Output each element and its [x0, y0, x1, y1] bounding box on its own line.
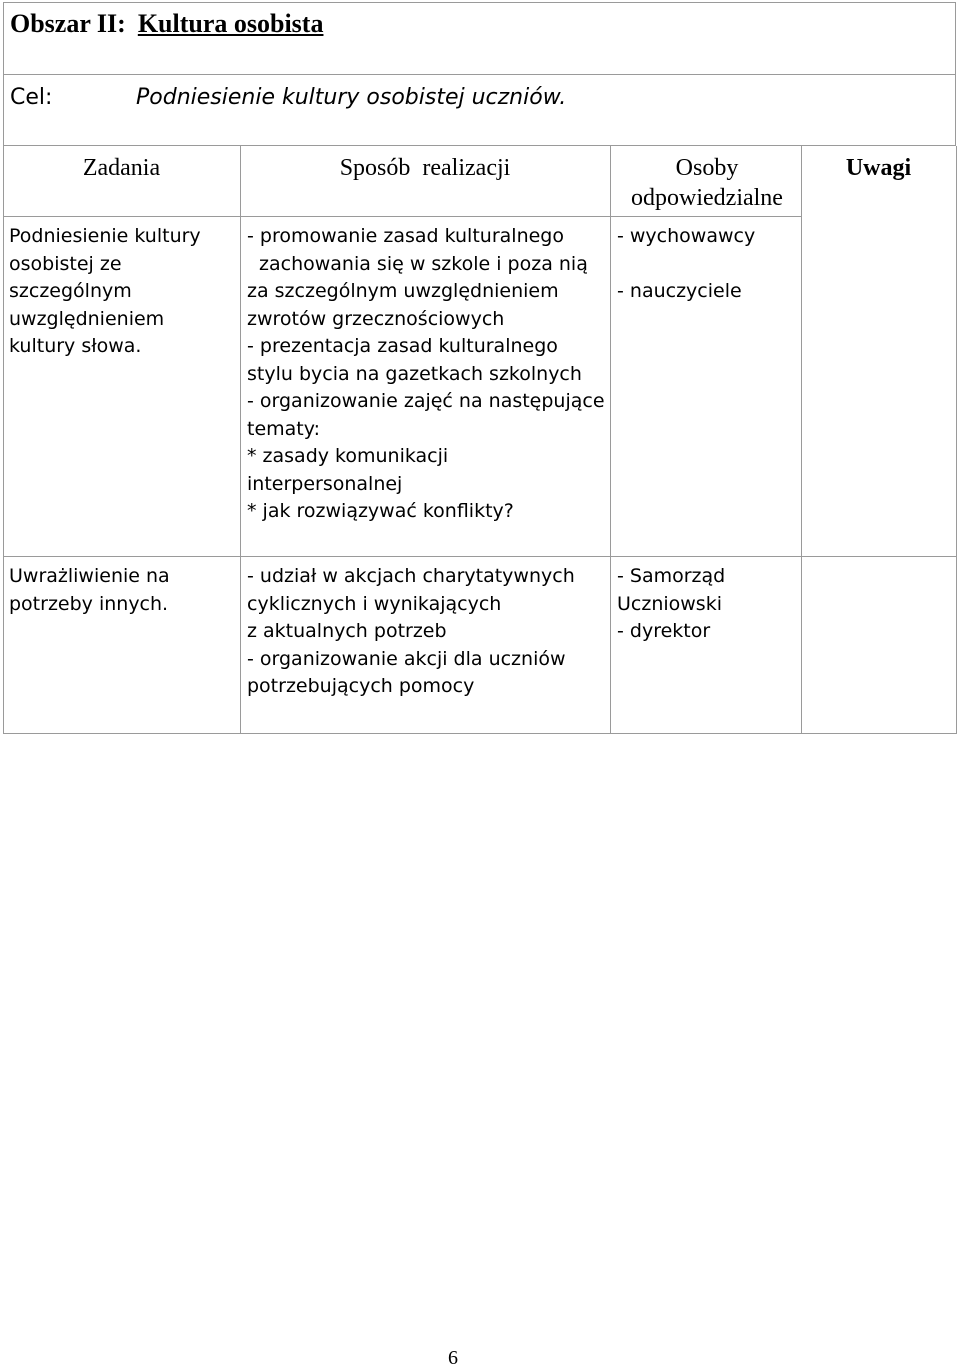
method-line: - organizowanie zajęć na następujące	[247, 390, 605, 412]
responsible-line: - dyrektor	[617, 620, 711, 642]
method-line: interpersonalnej	[247, 472, 403, 495]
method-line: - promowanie zasad kulturalnego	[247, 225, 564, 247]
task-line: Podniesienie kultury	[9, 225, 201, 247]
task-line: Uwrażliwienie na	[9, 565, 170, 587]
header-row-divider	[3, 216, 801, 217]
responsible-line: Uczniowski	[617, 592, 722, 615]
area-label: Obszar II:	[10, 9, 126, 38]
method-cell	[247, 563, 575, 701]
page-number: 6	[448, 1347, 458, 1369]
task-line: szczególnym	[9, 280, 132, 302]
task-line: potrzeby innych.	[9, 592, 169, 615]
column-header-method: Sposób realizacji	[339, 155, 511, 181]
column-divider	[610, 146, 611, 734]
method-line: - udział w akcjach charytatywnych	[247, 565, 575, 587]
method-line: za szczególnym uwzględnieniem	[247, 280, 559, 302]
task-cell	[9, 223, 201, 361]
table-left-border	[3, 146, 4, 734]
area-title	[10, 8, 323, 40]
table-bottom-border	[3, 733, 957, 734]
method-line: stylu bycia na gazetkach szkolnych	[247, 362, 582, 385]
responsible-line: - nauczyciele	[617, 279, 742, 302]
responsible-line: - wychowawcy	[617, 225, 756, 247]
method-line: - organizowanie akcji dla uczniów	[247, 647, 566, 670]
method-line: tematy:	[247, 417, 321, 440]
task-line: osobistej ze	[9, 252, 122, 275]
method-line: z aktualnych potrzeb	[247, 620, 447, 642]
task-line: uwzględnieniem	[9, 307, 165, 330]
column-divider	[801, 146, 802, 734]
table-right-border	[956, 146, 957, 734]
goal-label: Cel:	[10, 85, 53, 110]
row-divider	[3, 556, 957, 557]
method-cell	[247, 223, 605, 526]
header-divider	[3, 74, 956, 75]
method-line: cyklicznych i wynikających	[247, 592, 502, 615]
spacer	[617, 251, 755, 278]
method-line: - prezentacja zasad kulturalnego	[247, 335, 558, 357]
column-divider	[240, 146, 241, 734]
responsible-line: - Samorząd	[617, 565, 726, 587]
method-line: zachowania się w szkole i poza nią	[259, 252, 588, 275]
task-line: kultury słowa.	[9, 335, 142, 357]
area-name: Kultura osobista	[137, 9, 324, 38]
column-header-tasks: Zadania	[82, 155, 161, 181]
method-line: zwrotów grzecznościowych	[247, 307, 505, 330]
goal-text: Podniesienie kultury osobistej uczniów.	[136, 85, 567, 110]
column-header-notes: Uwagi	[845, 155, 912, 181]
method-line: * jak rozwiązywać konflikty?	[247, 500, 514, 522]
method-line: potrzebujących pomocy	[247, 675, 475, 697]
method-line: * zasady komunikacji	[247, 445, 449, 467]
column-header-responsible: Osoby odpowiedzialne	[631, 155, 783, 211]
responsible-cell	[617, 563, 725, 646]
responsible-cell	[617, 223, 755, 305]
task-cell	[9, 563, 170, 618]
